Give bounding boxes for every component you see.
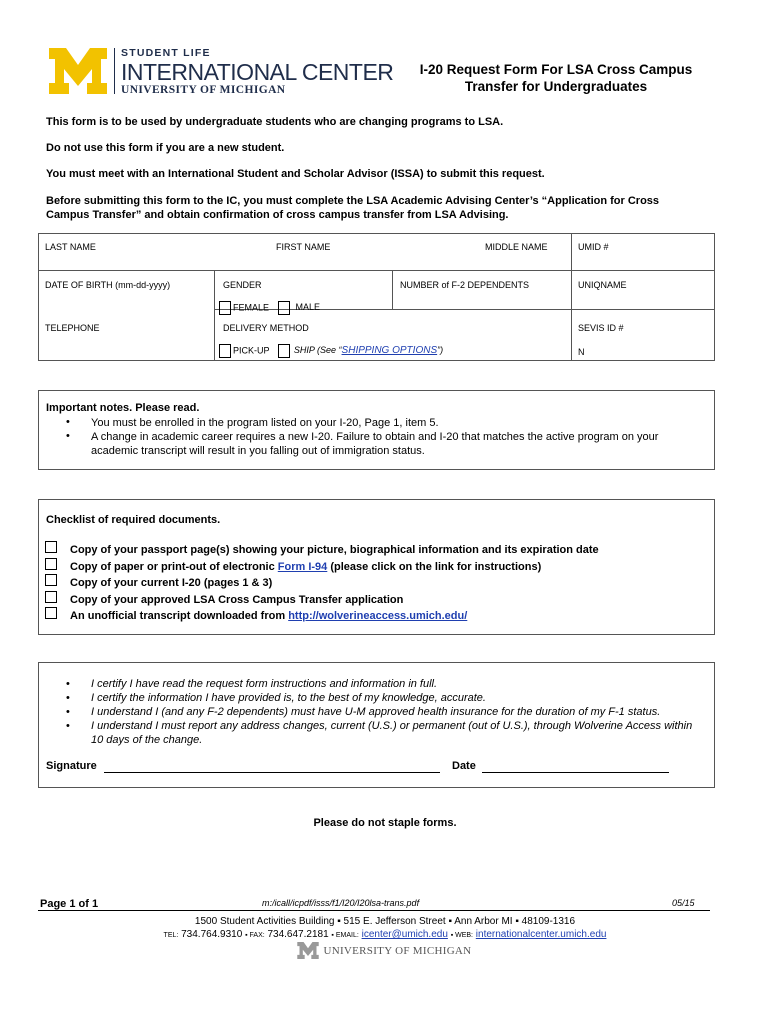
delivery-options (219, 344, 443, 358)
bullet-icon: • (66, 416, 70, 428)
pickup-label: PICK-UP (233, 345, 270, 356)
footer-university-name: UNIVERSITY OF MICHIGAN (323, 944, 472, 957)
certify-3: • I understand I (and any F-2 dependents) must have U-M approved health insurance for the duration of my F-1 status. (66, 706, 661, 718)
certify-4: • I understand I must report any address changes, current (U.S.) or permanent (out of U.S.), through Wolverine Access within 10 days of the change. (66, 720, 693, 746)
first-name-label: FIRST NAME (276, 242, 331, 252)
checklist-checkbox-4[interactable] (45, 591, 57, 603)
intro-p4 (46, 194, 706, 222)
gender-label: GENDER (223, 280, 262, 290)
footer-address: 1500 Student Activities Building ▪ 515 E. Jefferson Street ▪ Ann Arbor MI ▪ 48109-1316 (194, 916, 576, 927)
logo-divider (114, 48, 115, 94)
important-note-1: You must be enrolled in the program listed on your I-20, Page 1, item 5. (91, 417, 439, 429)
delivery-method-label: DELIVERY METHOD (223, 323, 309, 333)
checklist-items (45, 541, 599, 624)
important-notes-title: Important notes. Please read. (46, 402, 200, 414)
email-link[interactable]: icenter@umich.edu (361, 929, 448, 940)
certification-list (66, 677, 706, 747)
checklist-item-3: Copy of your current I-20 (pages 1 & 3) (45, 574, 599, 591)
bullet-icon: • (66, 692, 70, 704)
dob-label: DATE OF BIRTH (mm-dd-yyyy) (45, 280, 171, 290)
form-i94-link[interactable]: Form I-94 (277, 560, 328, 573)
block-m-logo-icon (49, 48, 107, 94)
certify-1: • I certify I have read the request form instructions and information in full. (66, 678, 438, 690)
logo-university: UNIVERSITY OF MICHIGAN (121, 84, 286, 96)
checklist-item-1: Copy of your passport page(s) showing your picture, biographical information and its expiration date (45, 541, 599, 558)
female-checkbox[interactable] (219, 301, 231, 315)
form-title-line1: I-20 Request Form For LSA Cross Campus (419, 62, 693, 77)
footer-contact (0, 929, 770, 940)
important-note-2: A change in academic career requires a new I-20. Failure to obtain and I-20 that matches the active program on your academic transcript will result in you falling out of immigration status. (91, 431, 659, 457)
checklist-item-2: Copy of paper or print-out of electronic Form I-94 (please click on the link for instructions) (45, 558, 599, 575)
checklist-checkbox-1[interactable] (45, 541, 57, 553)
telephone-label: TELEPHONE (45, 323, 100, 333)
shipping-options-link[interactable]: SHIPPING OPTIONS (341, 345, 438, 357)
checklist-item-4: Copy of your approved LSA Cross Campus Transfer application (45, 591, 599, 608)
checklist-item-5: An unofficial transcript downloaded from http://wolverineaccess.umich.edu/ (45, 607, 599, 624)
intro-p4-line1: Before submitting this form to the IC, you must complete the LSA Academic Advising Center’s “Application for Cross (46, 195, 660, 207)
email-label: ▪ EMAIL: (331, 932, 359, 939)
signature-label: Signature (46, 760, 97, 772)
pickup-checkbox[interactable] (219, 344, 231, 358)
tel-value: 734.764.9310 (181, 929, 243, 940)
sevis-label: SEVIS ID # (578, 323, 624, 333)
bullet-icon: • (66, 706, 70, 718)
intro-p4-line2: Campus Transfer” and obtain confirmation of cross campus transfer from LSA Advising. (46, 209, 509, 221)
ship-label: SHIP (See “SHIPPING OPTIONS”) (293, 345, 444, 357)
bullet-icon: • (66, 430, 70, 442)
umid-label: UMID # (578, 242, 609, 252)
logo-student-life: STUDENT LIFE (121, 47, 211, 59)
fax-value: 734.647.2181 (267, 929, 329, 940)
logo-international-center: INTERNATIONAL CENTER (121, 59, 394, 85)
form-title (406, 61, 706, 95)
web-label: ▪ WEB: (450, 932, 474, 939)
dependents-label: NUMBER of F-2 DEPENDENTS (400, 280, 530, 290)
signature-line[interactable] (104, 772, 440, 773)
page-number: Page 1 of 1 (40, 898, 99, 910)
date-label: Date (452, 760, 476, 772)
male-label: MALE (295, 302, 321, 313)
sevis-value: N (578, 347, 585, 357)
bullet-icon: • (66, 678, 70, 690)
checklist-checkbox-3[interactable] (45, 574, 57, 586)
male-checkbox[interactable] (278, 301, 290, 315)
international-center-logo (121, 47, 393, 96)
bullet-icon: • (66, 720, 70, 732)
female-label: FEMALE (233, 302, 270, 313)
student-info-table (38, 233, 715, 361)
certify-2: • I certify the information I have provided is, to the best of my knowledge, accurate. (66, 692, 486, 704)
intro-p1: This form is to be used by undergraduate students who are changing programs to LSA. (46, 116, 504, 128)
tel-label: TEL: (163, 932, 179, 939)
gender-options (219, 301, 320, 315)
footer-um-logo (297, 942, 471, 960)
last-name-label: LAST NAME (45, 242, 96, 252)
intro-p3: You must meet with an International Student and Scholar Advisor (ISSA) to submit this request. (46, 168, 545, 180)
intro-p2: Do not use this form if you are a new student. (46, 142, 285, 154)
ship-checkbox[interactable] (278, 344, 290, 358)
form-version: 05/15 (672, 898, 695, 908)
checklist-checkbox-2[interactable] (45, 558, 57, 570)
file-path: m:/icall/icpdf/isss/f1/I20/I20lsa-trans.pdf (262, 898, 420, 908)
checklist-title: Checklist of required documents. (46, 514, 221, 526)
wolverine-access-link[interactable]: http://wolverineaccess.umich.edu/ (288, 610, 468, 622)
date-line[interactable] (482, 772, 669, 773)
form-title-line2: Transfer for Undergraduates (464, 79, 648, 94)
footer-divider (38, 910, 710, 911)
block-m-grey-icon (297, 942, 319, 959)
middle-name-label: MIDDLE NAME (485, 242, 548, 252)
web-link[interactable]: internationalcenter.umich.edu (475, 929, 607, 940)
fax-label: ▪ FAX: (245, 932, 265, 939)
checklist-checkbox-5[interactable] (45, 607, 57, 619)
staple-note: Please do not staple forms. (313, 817, 457, 829)
uniqname-label: UNIQNAME (578, 280, 627, 290)
